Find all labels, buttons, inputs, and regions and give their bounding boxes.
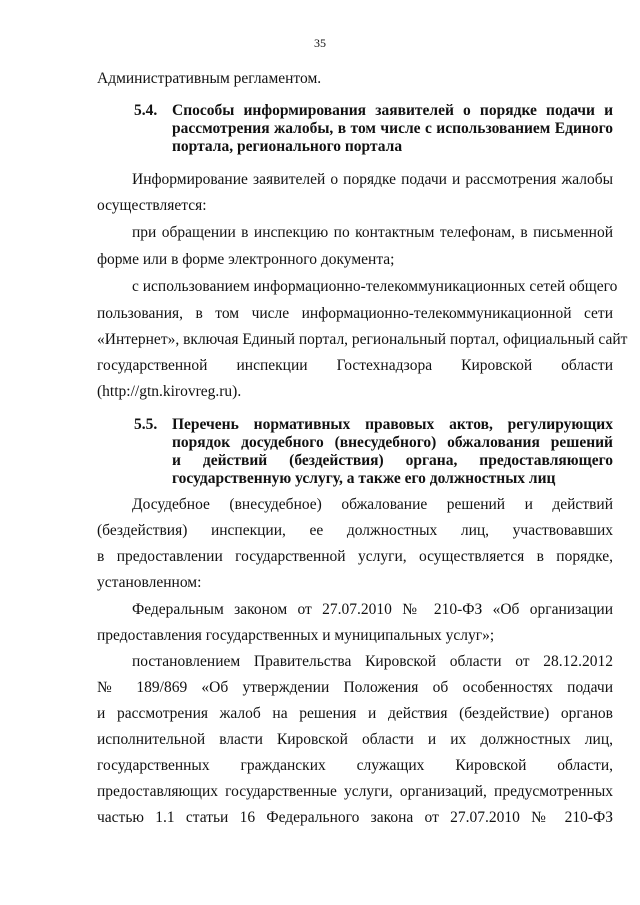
heading-line: порядок досудебного (внесудебного) обжалования решений	[172, 434, 613, 451]
text-line: с использованием информационно-телекоммуникационных сетей общего	[132, 278, 618, 295]
text-line: «Интернет», включая Единый портал, региональный портал, официальный сайт	[97, 331, 628, 348]
text-line: в предоставлении государственной услуги, осуществляется в порядке,	[97, 548, 613, 565]
heading-line: государственную услугу, а также его должностных лиц	[172, 470, 556, 487]
heading-line: и действий (бездействия) органа, предоставляющего	[172, 452, 613, 469]
text-line: предоставления государственных и муниципальных услуг»;	[97, 627, 495, 644]
text-line: осуществляется:	[97, 197, 207, 214]
text-line: государственных гражданских служащих Кировской области,	[97, 757, 613, 774]
text-line: установленном:	[97, 574, 202, 591]
text-line: и рассмотрения жалоб на решения и действия (бездействие) органов	[97, 705, 613, 722]
text-line: (http://gtn.kirovreg.ru).	[97, 383, 242, 400]
text-line: Федеральным законом от 27.07.2010 № 210-ФЗ «Об организации	[132, 601, 613, 618]
page-number: 35	[314, 36, 326, 50]
text-line: форме или в форме электронного документа;	[97, 251, 395, 268]
section-number: 5.5.	[134, 416, 158, 433]
heading-line: Способы информирования заявителей о порядке подачи и	[172, 102, 613, 119]
text-line: пользования, в том числе информационно-телекоммуникационной сети	[97, 305, 613, 322]
text-line: предоставляющих государственные услуги, организаций, предусмотренных	[97, 783, 613, 800]
heading-line: портала, регионального портала	[172, 138, 403, 155]
section-number: 5.4.	[134, 102, 158, 119]
text-line: Досудебное (внесудебное) обжалование решений и действий	[132, 496, 613, 513]
text-line: Административным регламентом.	[97, 70, 322, 87]
text-line: исполнительной власти Кировской области и их должностных лиц,	[97, 731, 613, 748]
text-line: Информирование заявителей о порядке подачи и рассмотрения жалобы	[132, 171, 613, 188]
text-line: при обращении в инспекцию по контактным телефонам, в письменной	[132, 224, 613, 241]
text-line: (бездействия) инспекции, ее должностных лиц, участвовавших	[97, 522, 613, 539]
text-line: № 189/869 «Об утверждении Положения об особенностях подачи	[97, 679, 613, 696]
heading-line: рассмотрения жалобы, в том числе с использованием Единого	[172, 120, 613, 137]
text-line: государственной инспекции Гостехнадзора Кировской области	[97, 357, 613, 374]
heading-line: Перечень нормативных правовых актов, регулирующих	[172, 416, 613, 433]
text-line: частью 1.1 статьи 16 Федерального закона от 27.07.2010 № 210-ФЗ	[97, 809, 613, 826]
text-line: постановлением Правительства Кировской области от 28.12.2012	[132, 653, 613, 670]
